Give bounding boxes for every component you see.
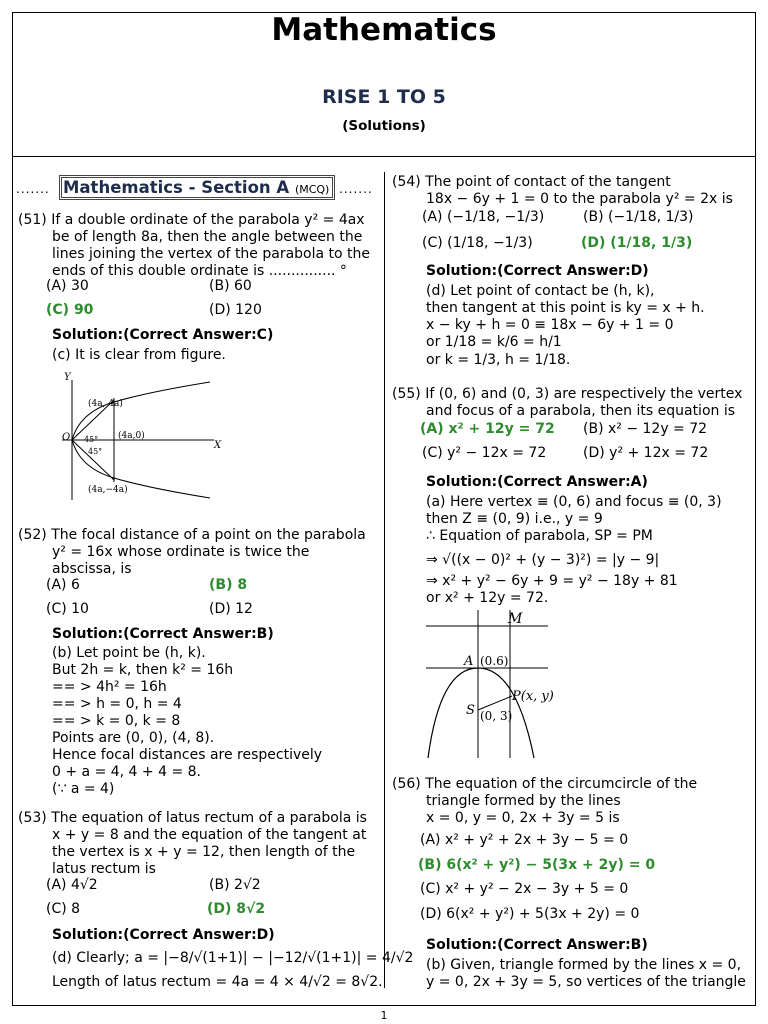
q51-option-d: (D) 120 (209, 302, 262, 318)
q54-option-d: (D) (1/18, 1/3) (581, 235, 693, 251)
q56-option-b: (B) 6(x² + y²) − 5(3x + 2y) = 0 (418, 857, 656, 873)
q52-option-b: (B) 8 (209, 577, 248, 593)
section-name: Mathematics - Section A (63, 178, 290, 197)
q52-solution-line-9: (∵ a = 4) (52, 781, 115, 797)
q54-solution-line-4: or 1/18 = k/6 = h/1 (426, 334, 562, 350)
section-type: (MCQ) (294, 183, 330, 196)
header-divider (12, 156, 756, 157)
q53-solution-line-2: Length of latus rectum = 4a = 4 × 4/√2 = 8√2. (52, 974, 383, 990)
q55-solution-line-3: ∴ Equation of parabola, SP = PM (426, 528, 653, 544)
q51-line-2: be of length 8a, then the angle between the (52, 229, 363, 245)
q52-solution-line-2: But 2h = k, then k² = 16h (52, 662, 234, 678)
fig-point-mid: (4a,0) (118, 431, 145, 441)
q56-option-a: (A) x² + y² + 2x + 3y − 5 = 0 (420, 832, 629, 848)
q55-option-d: (D) y² + 12x = 72 (583, 445, 709, 461)
q55-option-a: (A) x² + 12y = 72 (420, 421, 555, 437)
q55-line-1: (55) If (0, 6) and (0, 3) are respectively the vertex (392, 386, 743, 402)
fig-label-s-coords: (0, 3) (480, 709, 513, 723)
q55-solution-line-2: then Z ≡ (0, 9) i.e., y = 9 (426, 511, 603, 527)
q52-solution-line-8: 0 + a = 4, 4 + 4 = 8. (52, 764, 201, 780)
q54-solution-line-3: x − ky + h = 0 ≡ 18x − 6y + 1 = 0 (426, 317, 674, 333)
solutions-note: (Solutions) (342, 118, 426, 134)
fig-angle-upper: 45° (84, 435, 99, 444)
q56-option-c: (C) x² + y² − 2x − 3y + 5 = 0 (420, 881, 629, 897)
q51-option-b: (B) 60 (209, 278, 252, 294)
q51-option-a: (A) 30 (46, 278, 89, 294)
q54-line-1: (54) The point of contact of the tangent (392, 174, 671, 190)
q56-line-1: (56) The equation of the circumcircle of the (392, 776, 698, 792)
q52-line-2: y² = 16x whose ordinate is twice the (52, 544, 310, 560)
q52-solution-label: Solution:(Correct Answer:B) (52, 626, 274, 642)
q54-solution-label: Solution:(Correct Answer:D) (426, 263, 649, 279)
q56-line-3: x = 0, y = 0, 2x + 3y = 5 is (426, 810, 620, 826)
q55-solution-line-6: or x² + 12y = 72. (426, 590, 549, 606)
fig-label-m: M (508, 611, 523, 627)
fig-point-lower: (4a,−4a) (88, 485, 128, 495)
q52-option-c: (C) 10 (46, 601, 89, 617)
q55-line-2: and focus of a parabola, then its equation is (426, 403, 736, 419)
q53-option-b: (B) 2√2 (209, 877, 261, 893)
q51-line-4: ends of this double ordinate is ............... ° (52, 263, 347, 279)
q52-line-3: abscissa, is (52, 561, 132, 577)
q55-solution-line-5: ⇒ x² + y² − 6y + 9 = y² − 18y + 81 (426, 573, 678, 589)
fig-label-s: S (466, 703, 475, 718)
section-title (63, 178, 329, 197)
q56-solution-label: Solution:(Correct Answer:B) (426, 937, 648, 953)
q53-option-c: (C) 8 (46, 901, 81, 917)
q54-line-2: 18x − 6y + 1 = 0 to the parabola y² = 2x is (426, 191, 733, 207)
q52-solution-line-1: (b) Let point be (h, k). (52, 645, 206, 661)
q56-solution-line-2: y = 0, 2x + 3y = 5, so vertices of the triangle (426, 974, 746, 990)
page-number: 1 (380, 1009, 388, 1022)
q54-solution-line-5: or k = 1/3, h = 1/18. (426, 352, 571, 368)
q52-solution-line-3: == > 4h² = 16h (52, 679, 167, 695)
q55-solution-line-4: ⇒ √((x − 0)² + (y − 3)²) = |y − 9| (426, 552, 660, 568)
q51-option-c: (C) 90 (46, 302, 94, 318)
q56-line-2: triangle formed by the lines (426, 793, 621, 809)
fig-y-label: Y (64, 372, 71, 383)
q52-solution-line-6: Points are (0, 0), (4, 8). (52, 730, 215, 746)
fig-label-a-coords: (0.6) (480, 654, 509, 668)
q55-option-b: (B) x² − 12y = 72 (583, 421, 708, 437)
q55-parabola-figure (424, 608, 554, 764)
q51-solution-line-1: (c) It is clear from figure. (52, 347, 226, 363)
fig-origin-label: O (62, 432, 71, 443)
fig-angle-lower: 45° (88, 447, 103, 456)
q54-option-a: (A) (−1/18, −1/3) (422, 209, 545, 225)
q52-solution-line-4: == > h = 0, h = 4 (52, 696, 182, 712)
sp-line (478, 696, 512, 710)
q51-solution-label: Solution:(Correct Answer:C) (52, 327, 274, 343)
fig-label-a: A (464, 654, 474, 669)
q52-solution-line-7: Hence focal distances are respectively (52, 747, 323, 763)
fig-x-label: X (214, 440, 222, 451)
q53-line-2: x + y = 8 and the equation of the tangent at (52, 827, 367, 843)
fig-label-p: P(x, y) (512, 689, 554, 704)
q55-solution-label: Solution:(Correct Answer:A) (426, 474, 648, 490)
section-dots-left: ....... (16, 182, 50, 196)
q51-parabola-figure (52, 366, 232, 506)
q54-option-c: (C) (1/18, −1/3) (422, 235, 533, 251)
q53-solution-line-1: (d) Clearly; a = |−8/√(1+1)| − |−12/√(1+1)| = 4/√2 (52, 950, 414, 966)
q51-line-3: lines joining the vertex of the parabola to the (52, 246, 371, 262)
q55-option-c: (C) y² − 12x = 72 (422, 445, 547, 461)
q52-solution-line-5: == > k = 0, k = 8 (52, 713, 181, 729)
q52-option-a: (A) 6 (46, 577, 80, 593)
fig-point-upper: (4a, 4a) (88, 399, 123, 409)
q53-line-4: latus rectum is (52, 861, 156, 877)
q54-option-b: (B) (−1/18, 1/3) (583, 209, 694, 225)
page-subtitle: RISE 1 TO 5 (322, 86, 446, 108)
q54-solution-line-2: then tangent at this point is ky = x + h. (426, 300, 705, 316)
q56-solution-line-1: (b) Given, triangle formed by the lines x = 0, (426, 957, 742, 973)
q52-option-d: (D) 12 (209, 601, 253, 617)
q56-option-d: (D) 6(x² + y²) + 5(3x + 2y) = 0 (420, 906, 640, 922)
q54-solution-line-1: (d) Let point of contact be (h, k), (426, 283, 655, 299)
section-dots-right: ....... (339, 182, 373, 196)
q52-line-1: (52) The focal distance of a point on the parabola (18, 527, 366, 543)
q55-solution-line-1: (a) Here vertex ≡ (0, 6) and focus ≡ (0, 3) (426, 494, 722, 510)
line-to-lower-end (72, 440, 114, 480)
q53-solution-label: Solution:(Correct Answer:D) (52, 927, 275, 943)
q53-line-3: the vertex is x + y = 12, then length of the (52, 844, 356, 860)
page-title: Mathematics (271, 12, 497, 48)
q53-option-a: (A) 4√2 (46, 877, 98, 893)
q53-line-1: (53) The equation of latus rectum of a parabola is (18, 810, 367, 826)
q51-line-1: (51) If a double ordinate of the parabola y² = 4ax (18, 212, 365, 228)
q53-option-d: (D) 8√2 (207, 901, 266, 917)
column-divider (384, 172, 385, 988)
